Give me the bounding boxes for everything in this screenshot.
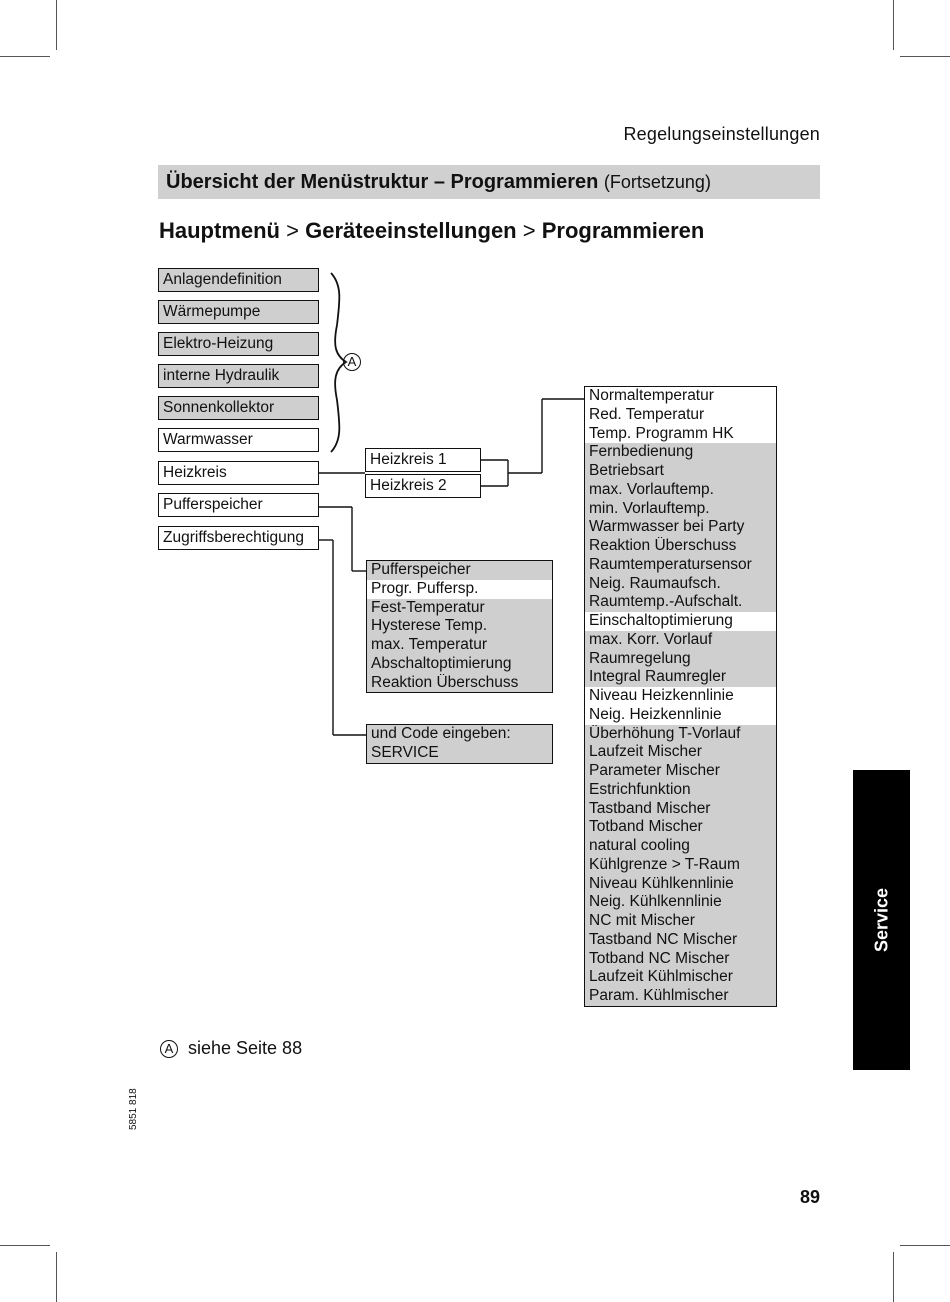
heizkreis-param-row: Temp. Programm HK [589, 424, 734, 442]
puffer-param-row: Pufferspeicher [367, 561, 552, 580]
heizkreis-1-box: Heizkreis 1 [365, 448, 481, 472]
heizkreis-param-row: NC mit Mischer [585, 912, 776, 931]
menu-item-sonnenkollektor: Sonnenkollektor [158, 396, 319, 420]
heizkreis-param-row: Niveau Heizkennlinie [589, 687, 734, 704]
heizkreis-param-row: Totband Mischer [585, 818, 776, 837]
heizkreis-param-row: Laufzeit Kühlmischer [585, 968, 776, 987]
menu-item-heizkreis: Heizkreis [158, 461, 319, 485]
heizkreis-param-row: Warmwasser bei Party [585, 518, 776, 537]
menu-item-pufferspeicher: Pufferspeicher [158, 493, 319, 517]
heizkreis-param-row: Integral Raumregler [585, 668, 776, 687]
brace-marker [343, 353, 361, 371]
access-code-row: SERVICE [367, 744, 552, 763]
heizkreis-param-row: Normaltemperatur [589, 387, 714, 404]
access-code-row: und Code eingeben: [367, 725, 552, 744]
breadcrumb-separator: > [522, 218, 536, 243]
puffer-param-row: Reaktion Überschuss [367, 674, 552, 693]
marker-a-icon: A [343, 353, 361, 371]
heizkreis-param-row: Reaktion Überschuss [585, 537, 776, 556]
heizkreis-param-row: Totband NC Mischer [585, 950, 776, 969]
footnote-text: siehe Seite 88 [188, 1038, 303, 1058]
service-side-tab [853, 770, 910, 1070]
footnote [160, 1038, 302, 1059]
breadcrumb-item-geraeteeinstellungen: Geräteeinstellungen [305, 218, 517, 243]
heizkreis-param-row: max. Vorlauftemp. [585, 481, 776, 500]
heizkreis-param-row: natural cooling [585, 837, 776, 856]
heizkreis-param-row: Tastband NC Mischer [585, 931, 776, 950]
puffer-param-row: Hysterese Temp. [367, 617, 552, 636]
page-title-continuation: (Fortsetzung) [603, 172, 711, 192]
heizkreis-param-row: Fernbedienung [585, 443, 776, 462]
heizkreis-param-row: Betriebsart [585, 462, 776, 481]
heizkreis-param-row: Überhöhung T-Vorlauf [585, 725, 776, 744]
heizkreis-param-row: Niveau Kühlkennlinie [585, 875, 776, 894]
heizkreis-param-row: Neig. Heizkennlinie [589, 705, 722, 723]
heizkreis-param-row: Kühlgrenze > T-Raum [585, 856, 776, 875]
puffer-param-row: max. Temperatur [367, 636, 552, 655]
heizkreis-2-box: Heizkreis 2 [365, 474, 481, 498]
menu-item-warmwasser: Warmwasser [158, 428, 319, 452]
heizkreis-param-row: Neig. Kühlkennlinie [585, 893, 776, 912]
breadcrumb-separator: > [286, 218, 299, 243]
heizkreis-param-row: Laufzeit Mischer [585, 743, 776, 762]
zugriff-code-box [366, 724, 553, 764]
breadcrumb-item-programmieren: Programmieren [541, 218, 705, 243]
heizkreis-parameter-list [584, 386, 777, 1007]
heizkreis-param-row: Raumregelung [585, 650, 776, 669]
heizkreis-param-row: Tastband Mischer [585, 800, 776, 819]
heizkreis-param-row: min. Vorlauftemp. [585, 500, 776, 519]
page-title-main: Übersicht der Menüstruktur – Programmieren [166, 171, 599, 193]
heizkreis-param-row: Raumtemperatursensor [585, 556, 776, 575]
marker-a-icon: A [160, 1040, 178, 1058]
heizkreis-param-row: Raumtemp.-Aufschalt. [585, 593, 776, 612]
menu-item-anlagendefinition: Anlagendefinition [158, 268, 319, 292]
heizkreis-param-row: Param. Kühlmischer [585, 987, 776, 1006]
heizkreis-param-row: Red. Temperatur [589, 405, 705, 423]
menu-item-waermepumpe: Wärmepumpe [158, 300, 319, 324]
puffer-param-row: Progr. Puffersp. [371, 579, 479, 597]
heizkreis-param-row: Einschaltoptimierung [589, 612, 733, 629]
puffer-param-row: Abschaltoptimierung [367, 655, 552, 674]
heizkreis-param-row: max. Korr. Vorlauf [585, 631, 776, 650]
pufferspeicher-parameter-list [366, 560, 553, 693]
menu-item-elektro-heizung: Elektro-Heizung [158, 332, 319, 356]
menu-item-interne-hydraulik: interne Hydraulik [158, 364, 319, 388]
heizkreis-param-row: Neig. Raumaufsch. [585, 575, 776, 594]
page-number: 89 [799, 1187, 820, 1207]
service-tab-label: Service [871, 887, 891, 953]
menu-item-zugriffsberechtigung: Zugriffsberechtigung [158, 526, 319, 550]
puffer-param-row: Fest-Temperatur [367, 599, 552, 618]
breadcrumb-item-hauptmenue: Hauptmenü [159, 218, 280, 243]
section-header: Regelungseinstellungen [623, 124, 820, 144]
heizkreis-param-row: Parameter Mischer [585, 762, 776, 781]
document-number: 5851 818 [128, 1088, 139, 1130]
heizkreis-param-row: Estrichfunktion [585, 781, 776, 800]
